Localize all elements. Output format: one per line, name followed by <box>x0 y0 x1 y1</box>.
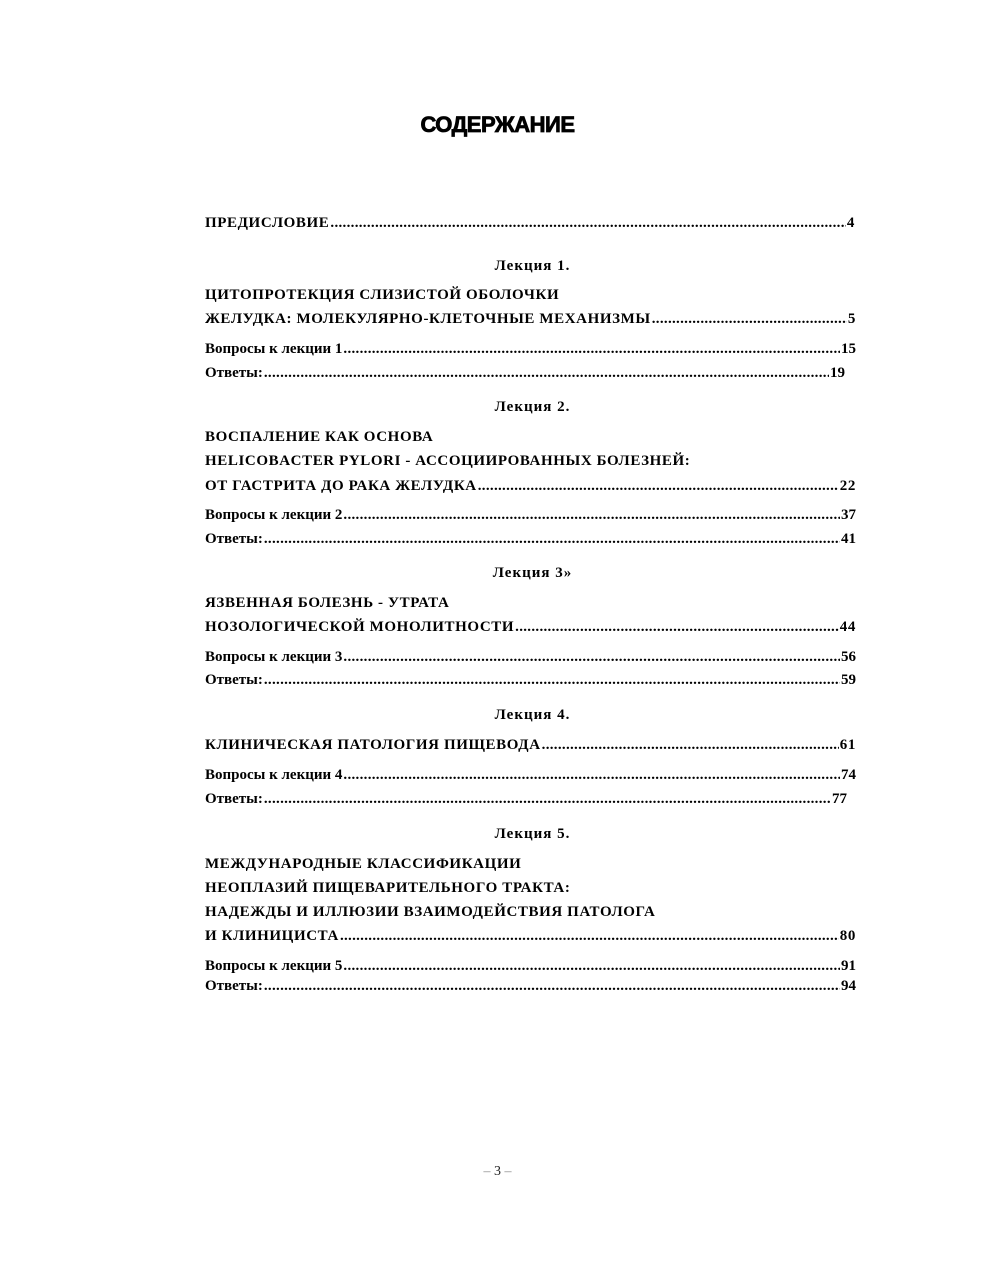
toc-entry-lecture-3[interactable]: НОЗОЛОГИЧЕСКОЙ МОНОЛИТНОСТИ ..... 44 <box>205 618 856 636</box>
toc-entry-questions-5[interactable]: Вопросы к лекции 5 ..... 91 <box>205 957 856 975</box>
toc-entry-answers-2[interactable]: Ответы: ..... 41 <box>205 530 856 548</box>
toc-entry-answers-5[interactable]: Ответы: ..... 94 <box>205 977 856 995</box>
toc-entry-answers-1[interactable]: Ответы: ..... 19 <box>205 364 845 382</box>
toc-entry-lecture-2[interactable]: ОТ ГАСТРИТА ДО РАКА ЖЕЛУДКА ..... 22 <box>205 477 856 495</box>
toc-entry-questions-3[interactable]: Вопросы к лекции 3 ..... 56 <box>205 648 856 666</box>
lecture-1-heading: Лекция 1. <box>494 258 571 274</box>
toc-entry-questions-4[interactable]: Вопросы к лекции 4 ..... 74 <box>205 766 856 784</box>
lecture-1-title-line: ЦИТОПРОТЕКЦИЯ СЛИЗИСТОЙ ОБОЛОЧКИ <box>205 287 560 303</box>
lecture-2-heading: Лекция 2. <box>494 399 571 415</box>
toc-entry-label: ПРЕДИСЛОВИЕ <box>205 215 330 231</box>
toc-entry-answers-3[interactable]: Ответы: ..... 59 <box>205 671 856 689</box>
toc-entry-preface[interactable] <box>205 214 855 232</box>
toc-entry-lecture-5[interactable]: И КЛИНИЦИСТА ..... 80 <box>205 927 856 945</box>
toc-entry-questions-2[interactable]: Вопросы к лекции 2 ..... 37 <box>205 506 856 524</box>
lecture-5-heading: Лекция 5. <box>494 826 571 842</box>
lecture-4-heading: Лекция 4. <box>494 707 571 723</box>
toc-entry-lecture-4[interactable]: КЛИНИЧЕСКАЯ ПАТОЛОГИЯ ПИЩЕВОДА ..... 61 <box>205 736 856 754</box>
footer-dash: – <box>504 1164 512 1179</box>
lecture-3-title-line: ЯЗВЕННАЯ БОЛЕЗНЬ - УТРАТА <box>205 595 450 611</box>
lecture-3-heading: Лекция 3» <box>492 565 573 581</box>
lecture-2-title-line: ВОСПАЛЕНИЕ КАК ОСНОВА <box>205 429 434 445</box>
lecture-5-title-line: НАДЕЖДЫ И ИЛЛЮЗИИ ВЗАИМОДЕЙСТВИЯ ПАТОЛОГА <box>205 904 656 920</box>
toc-entry-questions-1[interactable]: Вопросы к лекции 1 ..... 15 <box>205 340 856 358</box>
lecture-5-title-line: МЕЖДУНАРОДНЫЕ КЛАССИФИКАЦИИ <box>205 856 522 872</box>
toc-entry-page: 4 <box>846 215 855 231</box>
page-footer <box>0 1164 995 1180</box>
lecture-5-title-line: НЕОПЛАЗИЙ ПИЩЕВАРИТЕЛЬНОГО ТРАКТА: <box>205 880 571 896</box>
footer-dash: – <box>483 1164 491 1179</box>
page-title: СОДЕРЖАНИЕ <box>420 112 575 137</box>
toc-entry-answers-4[interactable]: Ответы: ..... 77 <box>205 790 847 808</box>
page-number: 3 <box>494 1164 501 1179</box>
toc-entry-lecture-1[interactable]: ЖЕЛУДКА: МОЛЕКУЛЯРНО-КЛЕТОЧНЫЕ МЕХАНИЗМЫ ..... 5 <box>205 310 856 328</box>
lecture-2-title-line: HELICOBACTER PYLORI - АССОЦИИРОВАННЫХ БОЛЕЗНЕЙ: <box>205 453 691 469</box>
